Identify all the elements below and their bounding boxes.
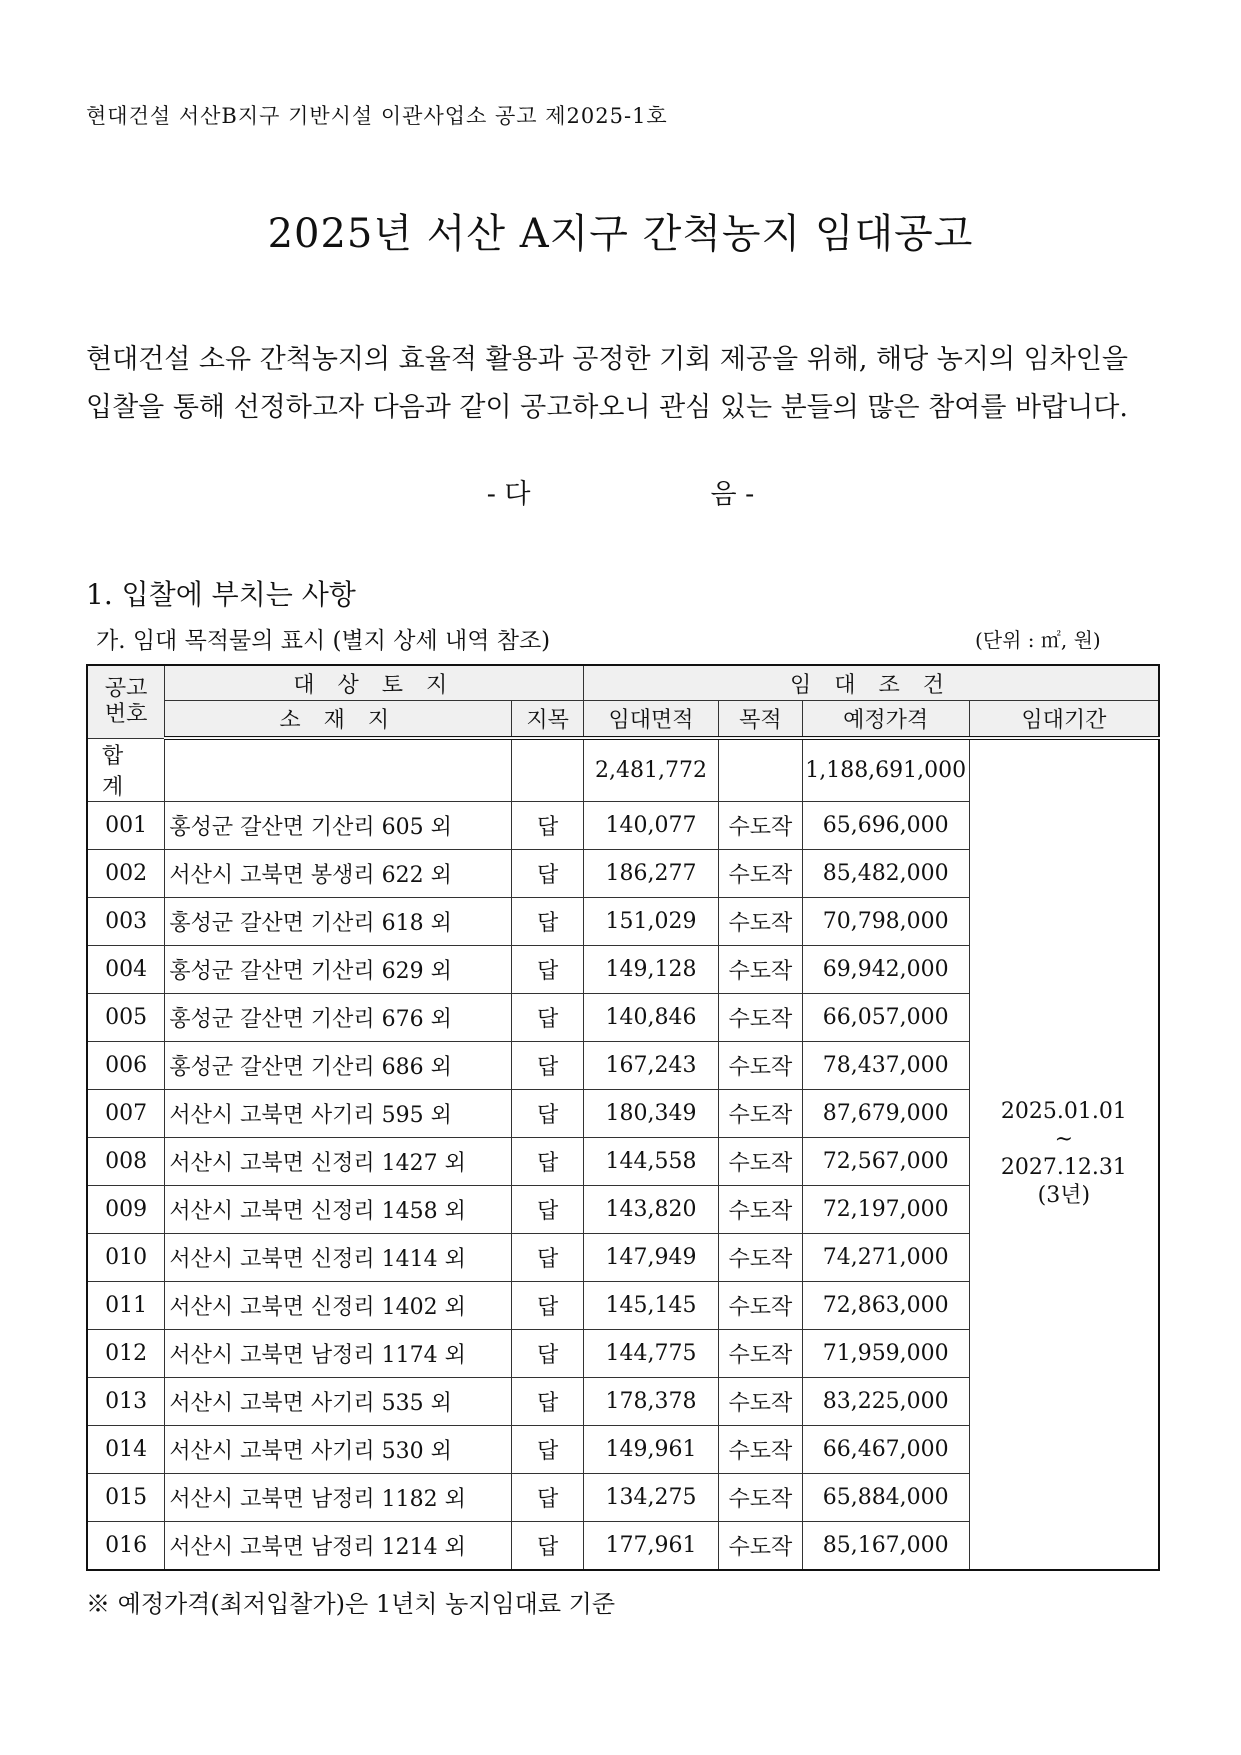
divider-left: - 다 (486, 479, 531, 510)
row-price: 72,567,000 (802, 1137, 969, 1185)
row-price: 65,884,000 (802, 1473, 969, 1521)
row-area: 149,128 (584, 945, 719, 993)
row-location: 홍성군 갈산면 기산리 686 외 (165, 1041, 512, 1089)
row-jimok: 답 (512, 993, 584, 1041)
divider-heading (0, 472, 1241, 511)
row-purpose: 수도작 (718, 1281, 802, 1329)
total-area: 2,481,772 (584, 738, 719, 801)
row-location: 서산시 고북면 신정리 1414 외 (165, 1233, 512, 1281)
total-jimok (512, 738, 584, 801)
row-area: 180,349 (584, 1089, 719, 1137)
row-location: 서산시 고북면 사기리 530 외 (165, 1425, 512, 1473)
row-no: 014 (87, 1425, 165, 1473)
row-purpose: 수도작 (718, 1473, 802, 1521)
header-area: 임대면적 (584, 701, 719, 739)
header-target-land: 대 상 토 지 (165, 665, 584, 701)
footnote: ※ 예정가격(최저입찰가)은 1년치 농지임대료 기준 (86, 1590, 616, 1618)
row-jimok: 답 (512, 1473, 584, 1521)
row-no: 002 (87, 849, 165, 897)
header-price: 예정가격 (802, 701, 969, 739)
total-label: 합 계 (87, 738, 165, 801)
header-purpose: 목적 (718, 701, 802, 739)
divider-right: 음 - (710, 479, 755, 510)
row-price: 85,167,000 (802, 1521, 969, 1570)
row-no: 015 (87, 1473, 165, 1521)
intro-line: 입찰을 통해 선정하고자 다음과 같이 공고하오니 관심 있는 분들의 많은 참여를 바랍니다. (86, 392, 1128, 423)
row-no: 010 (87, 1233, 165, 1281)
row-area: 186,277 (584, 849, 719, 897)
row-no: 005 (87, 993, 165, 1041)
row-location: 서산시 고북면 신정리 1402 외 (165, 1281, 512, 1329)
row-no: 008 (87, 1137, 165, 1185)
row-purpose: 수도작 (718, 1521, 802, 1570)
row-purpose: 수도작 (718, 1185, 802, 1233)
row-location: 홍성군 갈산면 기산리 618 외 (165, 897, 512, 945)
row-price: 72,863,000 (802, 1281, 969, 1329)
row-area: 144,775 (584, 1329, 719, 1377)
row-area: 178,378 (584, 1377, 719, 1425)
total-purpose (718, 738, 802, 801)
row-purpose: 수도작 (718, 1089, 802, 1137)
row-price: 83,225,000 (802, 1377, 969, 1425)
row-purpose: 수도작 (718, 801, 802, 849)
row-jimok: 답 (512, 897, 584, 945)
row-location: 서산시 고북면 신정리 1427 외 (165, 1137, 512, 1185)
row-jimok: 답 (512, 1281, 584, 1329)
row-purpose: 수도작 (718, 849, 802, 897)
row-jimok: 답 (512, 1521, 584, 1570)
row-no: 003 (87, 897, 165, 945)
row-purpose: 수도작 (718, 945, 802, 993)
header-lease-conditions: 임 대 조 건 (584, 665, 1159, 701)
unit-note: (단위 : ㎡, 원) (975, 628, 1101, 652)
subsection-heading: 가. 임대 목적물의 표시 (별지 상세 내역 참조) (96, 628, 551, 654)
row-no: 009 (87, 1185, 165, 1233)
row-price: 72,197,000 (802, 1185, 969, 1233)
row-location: 홍성군 갈산면 기산리 629 외 (165, 945, 512, 993)
row-price: 66,467,000 (802, 1425, 969, 1473)
period-tilde: ~ (1054, 1127, 1074, 1153)
row-area: 134,275 (584, 1473, 719, 1521)
row-jimok: 답 (512, 1233, 584, 1281)
row-jimok: 답 (512, 1377, 584, 1425)
row-location: 서산시 고북면 사기리 535 외 (165, 1377, 512, 1425)
row-price: 78,437,000 (802, 1041, 969, 1089)
row-purpose: 수도작 (718, 993, 802, 1041)
header-no: 공고 번호 (87, 665, 165, 738)
row-location: 홍성군 갈산면 기산리 676 외 (165, 993, 512, 1041)
period-end: 2027.12.31 (1000, 1155, 1127, 1181)
row-price: 65,696,000 (802, 801, 969, 849)
section-heading: 1. 입찰에 부치는 사항 (86, 578, 356, 611)
period-start: 2025.01.01 (1000, 1099, 1127, 1125)
row-area: 145,145 (584, 1281, 719, 1329)
row-area: 143,820 (584, 1185, 719, 1233)
row-jimok: 답 (512, 1425, 584, 1473)
row-no: 006 (87, 1041, 165, 1089)
row-no: 011 (87, 1281, 165, 1329)
row-price: 66,057,000 (802, 993, 969, 1041)
intro-paragraph (86, 336, 1161, 432)
row-area: 147,949 (584, 1233, 719, 1281)
row-jimok: 답 (512, 1041, 584, 1089)
row-jimok: 답 (512, 1137, 584, 1185)
row-price: 70,798,000 (802, 897, 969, 945)
row-area: 149,961 (584, 1425, 719, 1473)
total-price: 1,188,691,000 (802, 738, 969, 801)
row-purpose: 수도작 (718, 1425, 802, 1473)
row-purpose: 수도작 (718, 1137, 802, 1185)
row-location: 서산시 고북면 신정리 1458 외 (165, 1185, 512, 1233)
row-area: 177,961 (584, 1521, 719, 1570)
header-period: 임대기간 (969, 701, 1159, 739)
row-no: 016 (87, 1521, 165, 1570)
intro-line: 현대건설 소유 간척농지의 효율적 활용과 공정한 기회 제공을 위해, 해당 농지의 임차인을 (86, 344, 1128, 375)
row-location: 서산시 고북면 남정리 1214 외 (165, 1521, 512, 1570)
row-area: 140,077 (584, 801, 719, 849)
row-purpose: 수도작 (718, 1041, 802, 1089)
row-area: 151,029 (584, 897, 719, 945)
notice-number: 현대건설 서산B지구 기반시설 이관사업소 공고 제2025-1호 (86, 104, 668, 128)
row-location: 홍성군 갈산면 기산리 605 외 (165, 801, 512, 849)
header-location: 소 재 지 (165, 701, 512, 739)
row-area: 140,846 (584, 993, 719, 1041)
row-price: 87,679,000 (802, 1089, 969, 1137)
row-purpose: 수도작 (718, 1233, 802, 1281)
header-jimok: 지목 (512, 701, 584, 739)
row-no: 013 (87, 1377, 165, 1425)
row-location: 서산시 고북면 사기리 595 외 (165, 1089, 512, 1137)
row-no: 004 (87, 945, 165, 993)
lease-table (86, 664, 1160, 1571)
row-jimok: 답 (512, 1089, 584, 1137)
total-location (165, 738, 512, 801)
page-title: 2025년 서산 A지구 간척농지 임대공고 (267, 211, 974, 257)
row-location: 서산시 고북면 남정리 1182 외 (165, 1473, 512, 1521)
row-area: 167,243 (584, 1041, 719, 1089)
row-location: 서산시 고북면 봉생리 622 외 (165, 849, 512, 897)
lease-period (969, 738, 1159, 1570)
row-no: 007 (87, 1089, 165, 1137)
period-years: (3년) (1037, 1183, 1091, 1209)
row-price: 69,942,000 (802, 945, 969, 993)
row-jimok: 답 (512, 1329, 584, 1377)
row-price: 74,271,000 (802, 1233, 969, 1281)
row-no: 001 (87, 801, 165, 849)
row-jimok: 답 (512, 945, 584, 993)
row-price: 85,482,000 (802, 849, 969, 897)
row-purpose: 수도작 (718, 1377, 802, 1425)
row-jimok: 답 (512, 801, 584, 849)
row-price: 71,959,000 (802, 1329, 969, 1377)
row-area: 144,558 (584, 1137, 719, 1185)
row-location: 서산시 고북면 남정리 1174 외 (165, 1329, 512, 1377)
row-purpose: 수도작 (718, 1329, 802, 1377)
row-jimok: 답 (512, 1185, 584, 1233)
row-purpose: 수도작 (718, 897, 802, 945)
row-no: 012 (87, 1329, 165, 1377)
total-row (87, 738, 1159, 801)
row-jimok: 답 (512, 849, 584, 897)
